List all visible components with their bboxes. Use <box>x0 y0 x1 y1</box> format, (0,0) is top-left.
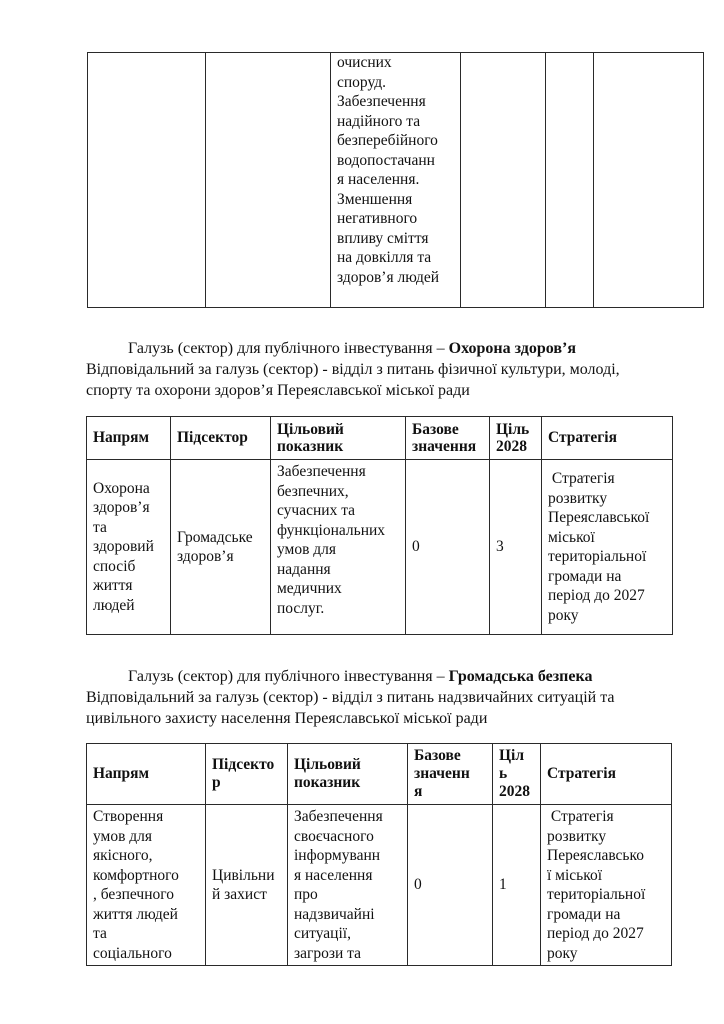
header-subsector: Підсектор <box>171 417 271 460</box>
header-subsector: Підсекто р <box>206 744 288 805</box>
table-row <box>87 460 673 635</box>
health-table <box>86 416 673 635</box>
header-direction: Напрям <box>87 417 171 460</box>
safety-responsible-line-1: Відповідальний за галузь (сектор) - відділ з питань надзвичайних ситуацій та <box>86 689 615 706</box>
health-responsible-line-2: спорту та охорони здоров’я Переяславської міської ради <box>86 382 470 399</box>
health-responsible-line-1: Відповідальний за галузь (сектор) - відділ з питань фізичної культури, молоді, <box>86 361 620 378</box>
goal-2028-cell: 3 <box>490 460 542 635</box>
header-goal-2028: Ціль 2028 <box>490 417 542 460</box>
direction-cell: Створення умов для якісного, комфортного , безпечного життя людей та соціального <box>87 805 206 966</box>
continued-table <box>87 52 704 308</box>
header-base-value: Базове значення <box>406 417 490 460</box>
safety-section-intro <box>86 666 686 729</box>
table-row <box>88 53 704 308</box>
indicator-cell: Забезпечення безпечних, сучасних та функціональних умов для надання медичних послуг. <box>271 460 406 635</box>
table-header-row <box>87 744 672 805</box>
goal-2028-cell: 1 <box>493 805 541 966</box>
header-direction: Напрям <box>87 744 206 805</box>
header-base-value: Базове значенн я <box>408 744 493 805</box>
strategy-cell: Стратегія розвитку Переяславсько ї міської територіальної громади на період до 2027 року <box>541 805 672 966</box>
safety-table <box>86 743 672 966</box>
header-strategy: Стратегія <box>541 744 672 805</box>
table-row <box>87 805 672 966</box>
health-section-intro <box>86 338 686 401</box>
goal-cell <box>546 53 594 308</box>
base-value-cell <box>461 53 546 308</box>
safety-responsible-line-2: цивільного захисту населення Переяславської міської ради <box>86 710 488 727</box>
direction-cell: Охорона здоров’я та здоровий спосіб життя людей <box>87 460 171 635</box>
safety-sector-name: Громадська безпека <box>448 668 593 685</box>
strategy-cell <box>594 53 704 308</box>
indicator-cell: Забезпечення своєчасного інформуванн я населення про надзвичайні ситуації, загрози та <box>288 805 408 966</box>
health-sector-name: Охорона здоров’я <box>448 340 576 357</box>
header-target-indicator: Цільовий показник <box>288 744 408 805</box>
safety-sector-heading: Галузь (сектор) для публічного інвестування – Громадська безпека <box>128 668 593 685</box>
indicator-cell: очисних споруд. Забезпечення надійного та безперебійного водопостачанн я населення. Зменшення негативного впливу сміття на довкілля та здоров’я людей <box>331 53 461 308</box>
subsector-cell: Громадське здоров’я <box>171 460 271 635</box>
subsector-cell <box>206 53 331 308</box>
header-target-indicator: Цільовий показник <box>271 417 406 460</box>
header-goal-2028: Ціл ь 2028 <box>493 744 541 805</box>
direction-cell <box>88 53 206 308</box>
subsector-cell: Цивільни й захист <box>206 805 288 966</box>
strategy-cell: Стратегія розвитку Переяславської міської територіальної громади на період до 2027 року <box>542 460 673 635</box>
health-sector-heading: Галузь (сектор) для публічного інвестування – Охорона здоров’я <box>128 340 576 357</box>
base-value-cell: 0 <box>406 460 490 635</box>
table-header-row <box>87 417 673 460</box>
base-value-cell: 0 <box>408 805 493 966</box>
header-strategy: Стратегія <box>542 417 673 460</box>
